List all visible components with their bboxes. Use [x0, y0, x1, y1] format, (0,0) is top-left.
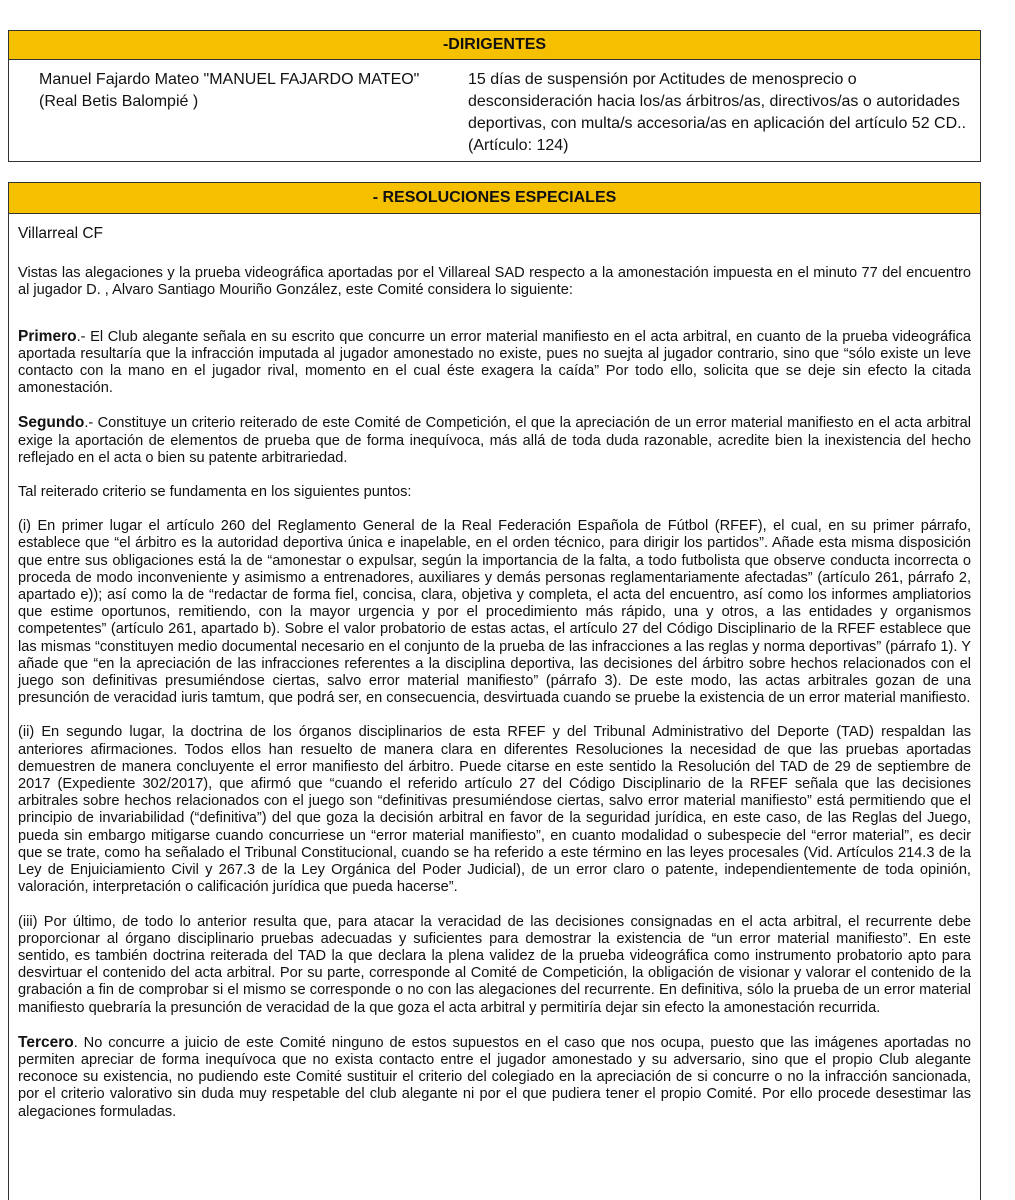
punto-i-paragraph: (i) En primer lugar el artículo 260 del Reglamento General de la Real Federación Española de Fútbol (RFEF), el cual, en su primer párrafo, establece que “el árbitro es la autoridad deportiva única e inapelable, en el orden técnico, para dirigir los partidos”. Añade esta misma disposición que entre sus obligaciones está la de “amonestar o expulsar, según la importancia de la falta, a todo futbolista que observe conducta incorrecta o proceda de modo inconveniente y asimismo a entrenadores, auxiliares y demás personas reglamentariamente afectadas” (artículo 261, párrafo 2, apartado e)); así como la de “redactar de forma fiel, concisa, clara, objetiva y completa, el acta del encuentro, así como los informes ampliatorios que estime oportunos, remitiendo, con la mayor urgencia y por el procedimiento más rápido, una y otros, a las entidades y organismos competentes” (artículo 261, apartado b). Sobre el valor probatorio de estas actas, el artículo 27 del Código Disciplinario de la RFEF establece que las mismas “constituyen medio documental necesario en el conjunto de la prueba de las infracciones a las reglas y norma deportivas” (párrafo 1). Y añade que “en la apreciación de las infracciones referentes a la disciplina deportiva, las decisiones del árbitro sobre hechos relacionados con el juego son definitivas presumiéndose ciertas, salvo error material manifiesto” (párrafo 3). De este modo, las actas arbitrales gozan de una presunción de veracidad iuris tamtum, que podrá ser, en consecuencia, desvirtuada cuando se pruebe la existencia de un error material manifiesto. — [18, 518, 971, 707]
intro-paragraph: Vistas las alegaciones y la prueba videográfica aportadas por el Villareal SAD respecto a la amonestación impuesta en el minuto 77 del encuentro al jugador D. , Alvaro Santiago Mouriño González, este Comité considera lo siguiente: — [18, 265, 971, 299]
dirigente-sanction: 15 días de suspensión por Actitudes de menosprecio o desconsideración hacia los/as árbitros/as, directivos/as o autoridades deportivas, con multa/s accesoria/as en aplicación del artículo 52 CD.. (Artículo: 124) — [468, 71, 967, 154]
tercero-paragraph — [18, 1034, 971, 1121]
dirigente-identity — [39, 69, 459, 113]
tercero-label: Tercero — [18, 1033, 74, 1051]
tercero-text: . No concurre a juicio de este Comité ninguno de estos supuestos en el caso que nos ocupa, puesto que las imágenes aportadas no permiten apreciar de forma inequívoca que no exista contacto entre el jugador amonestado y su adversario, sino que el propio Club alegante reconoce su existencia, no pudiendo este Comité sustituir el criterio del colegiado en la apreciación de si concurre o no la infracción sancionada, por el criterio valorativo sin duda muy respetable del club alegante ni por el que pudiera tener el propio Comité. Por ello procede desestimar las alegaciones formuladas. — [18, 1034, 971, 1120]
dirigente-club: (Real Betis Balompié ) — [39, 93, 199, 110]
primero-text: .- El Club alegante señala en su escrito que concurre un error material manifiesto en el acta arbitral, en cuanto de la prueba videográfica aportada resultaría que la infracción imputada al jugador amonestado no existe, pues no suejta al jugador contrario, sino que “sólo existe un leve contacto con la mano en el jugador rival, momento en el cual éste exagera la caída” Por todo ello, solicita que se deje sin efecto la citada amonestación. — [18, 328, 971, 397]
dirigente-name: Manuel Fajardo Mateo "MANUEL FAJARDO MATEO" — [39, 71, 420, 88]
segundo-label: Segundo — [18, 414, 85, 432]
criterio-paragraph: Tal reiterado criterio se fundamenta en los siguientes puntos: — [18, 484, 412, 501]
punto-iii-paragraph: (iii) Por último, de todo lo anterior resulta que, para atacar la veracidad de las decisiones consignadas en el acta arbitral, el recurrente debe proporcionar al órgano disciplinario pruebas adecuadas y suficientes para demostrar la existencia de “un error material manifiesto”. En este sentido, es también doctrina reiterada del TAD la que declara la plena validez de la prueba videográfica como instrumento probatorio apto para desvirtuar el contenido del acta arbitral. Por su parte, corresponde al Comité de Competición, la obligación de visionar y valorar el contenido de la grabación a fin de comprobar si el mismo se corresponde o no con las alegaciones del recurrente. En definitiva, sólo la prueba de un error material manifiesto quebraría la presunción de veracidad de la que goza el acta arbitral y permitiría dejar sin efecto la amonestación recurrida. — [18, 913, 971, 1016]
resolution-body — [18, 225, 971, 1121]
punto-ii-paragraph: (ii) En segundo lugar, la doctrina de los órganos disciplinarios de esta RFEF y del Tribunal Administrativo del Deporte (TAD) respaldan las anteriores afirmaciones. Todos ellos han resuelto de manera clara en diferentes Resoluciones la necesidad de que las pruebas aportadas demuestren de manera concluyente el error manifiesto del árbitro. Puede citarse en este sentido la Resolución del TAD de 29 de septiembre de 2017 (Expediente 302/2017), que afirmó que “cuando el referido artículo 27 del Código Disciplinario de la RFEF señala que las decisiones arbitrales sobre hechos relacionados con el juego son “definitivas presumiéndose ciertas, salvo error material manifiesto” está permitiendo que el principio de invariabilidad (“definitiva”) del que goza la decisión arbitral en favor de la seguridad jurídica, en este caso, de las Reglas del Juego, pueda sin embargo mitigarse cuando concurriese un “error material manifiesto”, en cuanto modalidad o subespecie del “error material”, es decir que se trate, como ha señalado el Tribunal Constitucional, cuando se ha referido a este término en las leyes procesales (Vid. Artículos 214.3 de la Ley de Enjuiciamiento Civil y 267.3 de la Ley Orgánica del Poder Judicial), de un error claro o patente, independientemente de toda opinión, valoración, interpretación o calificación jurídica que pueda hacerse”. — [18, 724, 971, 896]
dirigentes-section — [8, 59, 981, 162]
club-name: Villarreal CF — [18, 225, 103, 242]
primero-label: Primero — [18, 327, 77, 345]
primero-paragraph — [18, 328, 971, 398]
dirigentes-header: -DIRIGENTES — [8, 30, 981, 60]
segundo-paragraph — [18, 414, 971, 467]
segundo-text: .- Constituye un criterio reiterado de este Comité de Competición, el que la apreciación de un error material manifiesto en el acta arbitral exige la aportación de elementos de prueba que de forma inequívoca, más allá de toda duda razonable, acredite bien la inexistencia del hecho reflejado en el acta o bien su patente arbitrariedad. — [18, 415, 971, 466]
resoluciones-header: - RESOLUCIONES ESPECIALES — [8, 182, 981, 214]
resoluciones-section — [8, 213, 981, 1200]
